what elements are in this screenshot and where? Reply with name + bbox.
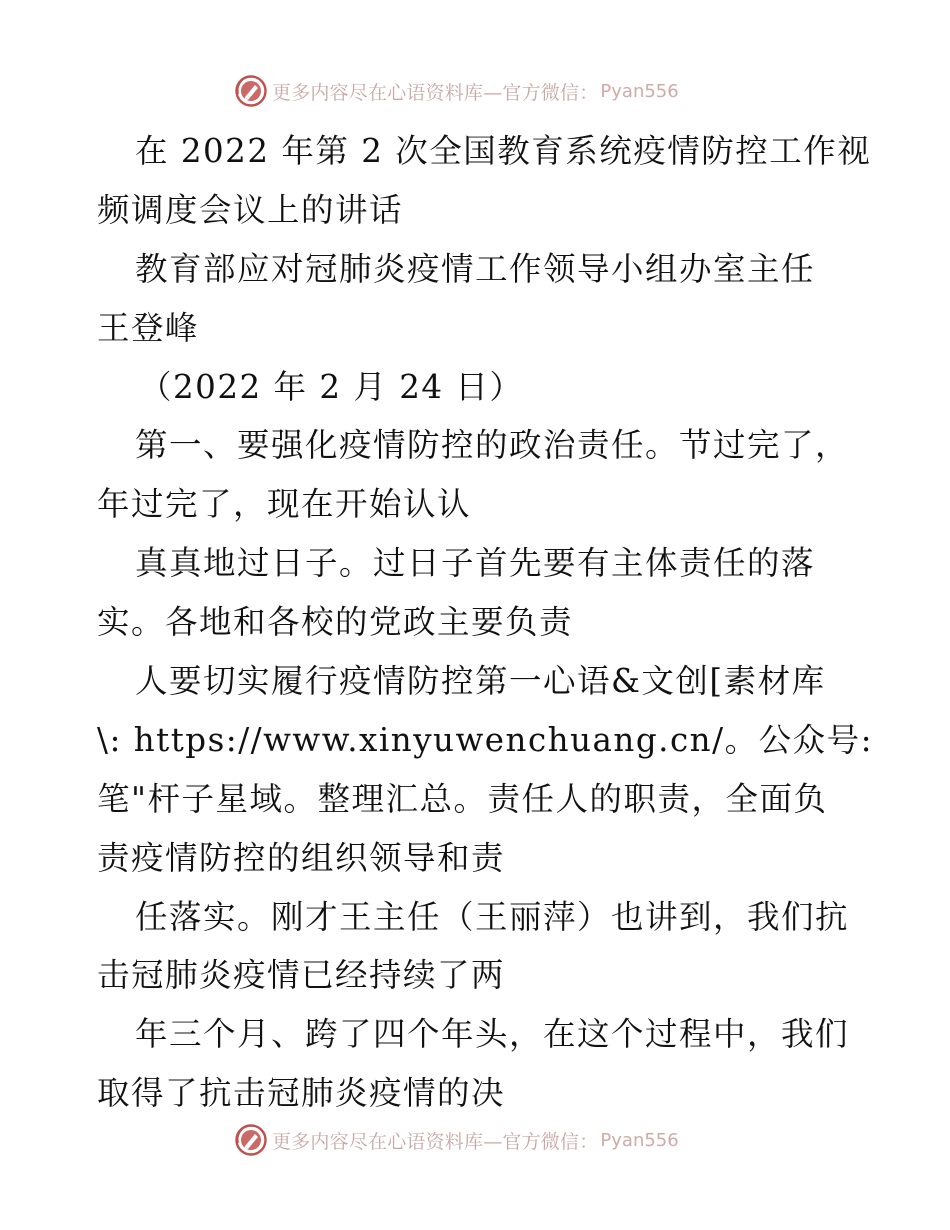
paragraph-line: 取得了抗击冠肺炎疫情的决 (97, 1074, 506, 1113)
paragraph-line: 击冠肺炎疫情已经持续了两 (97, 956, 506, 995)
paragraph-line: 第一、要强化疫情防控的政治责任。节过完了， (135, 426, 850, 465)
watermark-text: 更多内容尽在心语资料库—官方微信： (272, 81, 599, 104)
pen-seal-icon (234, 1123, 268, 1157)
watermark-text: 更多内容尽在心语资料库—官方微信： (272, 1130, 599, 1153)
title-line-1: 在 2022 年第 2 次全国教育系统疫情防控工作视 (135, 132, 872, 170)
speaker-line-1: 教育部应对冠肺炎疫情工作领导小组办室主任 (135, 249, 816, 288)
paragraph-line: 年过完了，现在开始认认 (97, 485, 472, 524)
paragraph-line: 责疫情防控的组织领导和责 (97, 838, 506, 877)
title-line-2: 频调度会议上的讲话 (97, 190, 404, 229)
paragraph-line: 年三个月、跨了四个年头，在这个过程中，我们 (135, 1015, 850, 1054)
paragraph-line: 任落实。刚才王主任（王丽萍）也讲到，我们抗 (135, 897, 850, 936)
date-line: （2022 年 2 月 24 日） (139, 367, 524, 406)
paragraph-line: 笔"杆子星域。整理汇总。责任人的职责，全面负 (97, 779, 828, 818)
watermark-wechat-id: Pyan556 (600, 1129, 679, 1151)
paragraph-line: 人要切实履行疫情防控第一心语&文创[素材库 (135, 662, 826, 701)
paragraph-line: 真真地过日子。过日子首先要有主体责任的落 (135, 544, 816, 583)
document-body (97, 122, 897, 1123)
pen-seal-icon (234, 74, 268, 108)
paragraph-line-url: \: https://www.xinyuwenchuang.cn/。公众号: (97, 720, 874, 759)
watermark-wechat-id: Pyan556 (600, 80, 679, 102)
paragraph-line: 实。各地和各校的党政主要负责 (97, 603, 574, 642)
watermark-header (234, 74, 679, 108)
speaker-line-2: 王登峰 (97, 308, 200, 347)
watermark-footer (234, 1123, 679, 1157)
